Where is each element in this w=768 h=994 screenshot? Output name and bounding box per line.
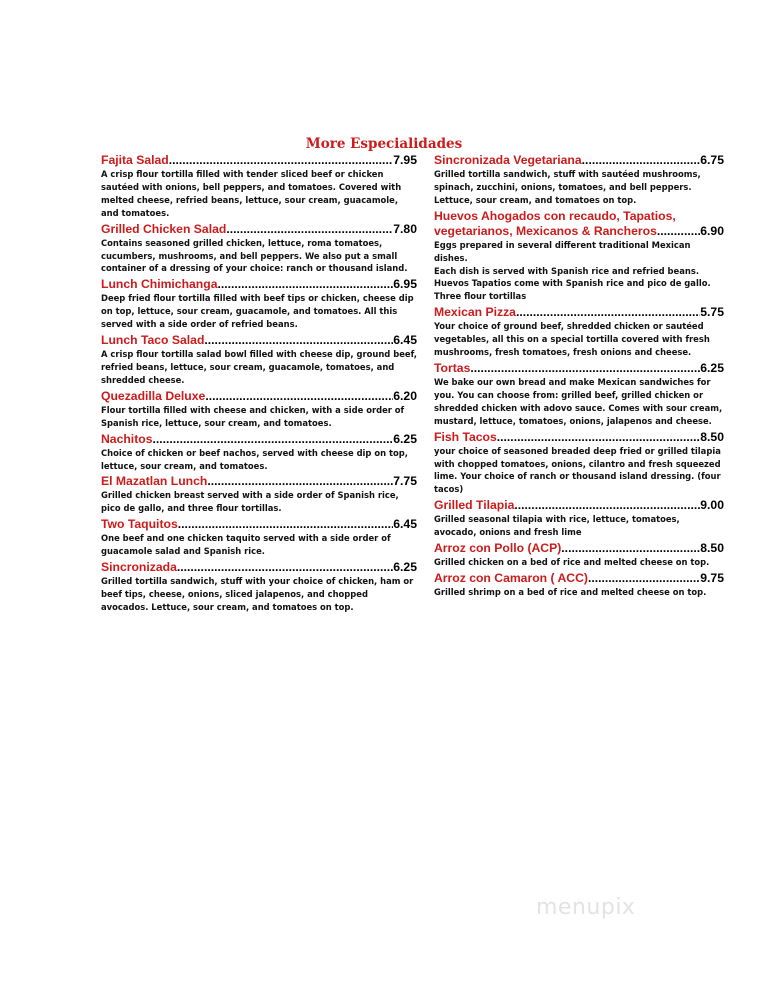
item-price: 6.25 (393, 560, 417, 575)
menu-item (101, 432, 417, 473)
item-name: Mexican Pizza (434, 305, 516, 320)
leader-dots (516, 305, 700, 320)
leader-dots (582, 153, 701, 168)
item-name: Arroz con Pollo (ACP) (434, 541, 562, 556)
menu-item (101, 560, 417, 614)
menu-item (101, 333, 417, 387)
item-description: A crisp flour tortilla filled with tender sliced beef or chicken sautéed with onions, bell peppers, and tomatoes. Covered with melted cheese, refried beans, lettuce, sour cream, guacamole, and tomatoes. (101, 169, 402, 218)
menu-item (101, 517, 417, 558)
item-price: 8.50 (700, 429, 724, 444)
item-description: your choice of seasoned breaded deep fried or grilled tilapia with chopped tomatoes, onions, cilantro and fresh squeezed lime. Your choice of ranch or thousand island dressing. (four tacos) (434, 445, 721, 495)
item-description: Grilled chicken breast served with a side order of Spanish rice, pico de gallo, and three flour tortillas. (101, 490, 399, 514)
item-price: 7.80 (393, 221, 417, 236)
item-description: Grilled tortilla sandwich, stuff with sautéed mushrooms, spinach, zucchini, onions, tomatoes, and bell peppers. Lettuce, sour cream, and tomatoes on top. (434, 169, 701, 205)
item-price: 8.50 (700, 541, 724, 556)
item-name: El Mazatlan Lunch (101, 474, 208, 489)
leader-dots (207, 474, 393, 489)
item-description: Choice of chicken or beef nachos, served with cheese dip on top, lettuce, sour cream, and tomatoes. (101, 447, 408, 471)
menu-item (434, 541, 724, 569)
menu-item (101, 222, 417, 276)
item-name: Nachitos (101, 431, 153, 446)
item-price: 6.95 (393, 277, 417, 292)
item-price: 5.75 (700, 305, 724, 320)
menu-item (101, 389, 417, 430)
item-description: We bake our own bread and make Mexican sandwiches for you. You can choose from: grilled beef, grilled chicken or shredded chicken with adovo sauce. Comes with sour cream, mustard, lettuce, tomatoes, onions, jalapenos and cheese. (434, 376, 723, 426)
leader-dots (205, 389, 393, 404)
item-price: 7.75 (393, 474, 417, 489)
item-description: Grilled tortilla sandwich, stuff with your choice of chicken, ham or beef tips, cheese, onions, sliced jalapenos, and chopped avocados. Lettuce, sour cream, and tomatoes on top. (101, 576, 414, 612)
leader-dots (657, 224, 700, 239)
leader-dots (152, 432, 393, 447)
menu-item (101, 277, 417, 331)
menu-item (434, 153, 724, 207)
leader-dots (177, 560, 393, 575)
item-description: Flour tortilla filled with cheese and chicken, with a side order of Spanish rice, lettuce, sour cream, and tomatoes. (101, 404, 405, 428)
item-price: 6.45 (393, 333, 417, 348)
leader-dots (588, 571, 700, 586)
item-name: Arroz con Camaron ( ACC) (434, 570, 588, 585)
page-title: More Especialidades (305, 136, 463, 152)
menu-item (434, 430, 724, 497)
item-price: 6.90 (700, 223, 724, 238)
item-name: Grilled Tilapia (434, 498, 515, 513)
item-description: Your choice of ground beef, shredded chicken or sautéed vegetables, all this on a special tortilla covered with fresh mushrooms, fresh tomatoes, fresh onions and cheese. (434, 321, 710, 358)
menu-column-right (434, 153, 724, 601)
leader-dots (514, 498, 700, 513)
item-name: Sincronizada Vegetariana (434, 153, 582, 167)
item-description: Grilled shrimp on a bed of rice and melted cheese on top. (434, 586, 707, 597)
item-price: 9.00 (700, 498, 724, 513)
item-name: Grilled Chicken Salad (101, 221, 227, 236)
item-price: 6.25 (700, 360, 724, 375)
watermark-logo: menupix (536, 895, 636, 920)
item-name: Lunch Taco Salad (101, 333, 205, 348)
leader-dots (497, 430, 701, 445)
item-description: Huevos Tapatios come with Spanish rice and pico de gallo. Three flour tortillas (434, 278, 711, 302)
item-name: Fajita Salad (101, 153, 169, 167)
menu-item (101, 153, 417, 220)
item-name: Tortas (434, 360, 471, 375)
item-price: 6.25 (393, 431, 417, 446)
item-name: Lunch Chimichanga (101, 277, 218, 292)
menu-item (434, 305, 724, 359)
item-description: A crisp flour tortilla salad bowl filled with cheese dip, ground beef, refried beans, lettuce, sour cream, guacamole, tomatoes, and shredded cheese. (101, 349, 417, 385)
menu-column-left (101, 153, 417, 616)
item-price: 7.95 (393, 153, 417, 167)
item-price: 9.75 (700, 570, 724, 585)
leader-dots (226, 222, 393, 237)
leader-dots (169, 153, 394, 168)
leader-dots (561, 541, 700, 556)
item-price: 6.20 (393, 388, 417, 403)
item-name-line1: Huevos Ahogados con recaudo, Tapatios, (434, 208, 676, 223)
menu-item (101, 474, 417, 515)
item-description: Eggs prepared in several different traditional Mexican dishes. (434, 239, 691, 263)
menu-item (434, 361, 724, 428)
item-name: Sincronizada (101, 560, 177, 575)
item-description: One beef and one chicken taquito served with a side order of guacamole salad and Spanish rice. (101, 533, 391, 557)
item-price: 6.45 (393, 517, 417, 532)
item-name: Quezadilla Deluxe (101, 388, 206, 403)
menu-item (434, 571, 724, 599)
item-description: Each dish is served with Spanish rice and refried beans. (434, 265, 700, 276)
item-name-line2: vegetarianos, Mexicanos & Rancheros (434, 223, 657, 238)
item-name: Fish Tacos (434, 429, 497, 444)
menu-item (434, 209, 724, 304)
item-description: Contains seasoned grilled chicken, lettuce, roma tomatoes, cucumbers, mushrooms, and bell peppers. We also put a small container of a dressing of your choice: ranch or thousand island. (101, 237, 408, 274)
item-description: Grilled seasonal tilapia with rice, lettuce, tomatoes, avocado, onions and fresh lime (434, 514, 680, 538)
item-name: Two Taquitos (101, 517, 178, 532)
leader-dots (204, 333, 393, 348)
item-description: Deep fried flour tortilla filled with beef tips or chicken, cheese dip on top, lettuce, sour cream, guacamole, and tomatoes. All this served with a side order of refried beans. (101, 293, 414, 330)
leader-dots (217, 277, 393, 292)
leader-dots (178, 517, 394, 532)
item-description: Grilled chicken on a bed of rice and melted cheese on top. (434, 557, 710, 568)
menu-item (434, 498, 724, 539)
item-price: 6.75 (700, 153, 724, 167)
leader-dots (470, 361, 700, 376)
